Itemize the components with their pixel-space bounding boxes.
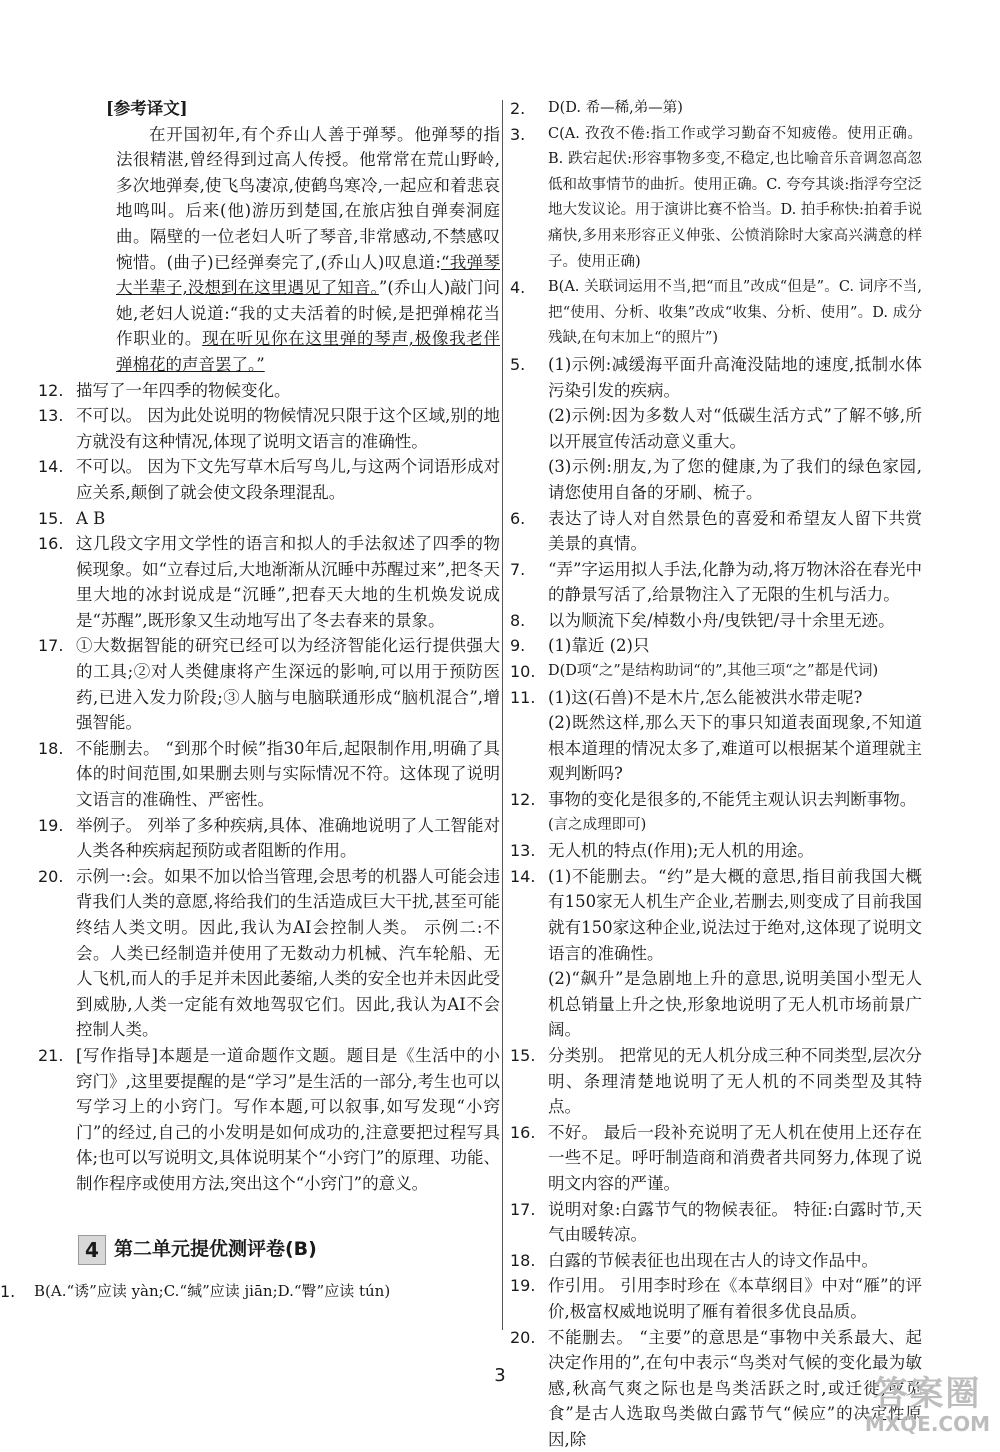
answer-number: 11.: [510, 685, 548, 711]
answer-number: 9.: [510, 633, 548, 659]
section-heading: [78, 1235, 500, 1265]
watermark-url: MXQE.COM: [865, 1413, 990, 1435]
page-number: 3: [0, 1365, 1000, 1386]
answer-number: 16.: [510, 1120, 548, 1197]
column-divider: [502, 100, 503, 1330]
answer-item: [38, 736, 500, 813]
answer-item: [0, 1279, 500, 1305]
answer-item: [510, 838, 922, 864]
answer-item: [510, 96, 922, 122]
answer-item: [510, 557, 922, 608]
answer-text: (1)靠近 (2)只: [548, 633, 922, 659]
answer-number: 14.: [510, 864, 548, 966]
answer-text: 表达了诗人对自然景色的喜爱和希望友人留下共赏美景的真情。: [548, 506, 922, 557]
answer-text: 描写了一年四季的物候变化。: [76, 378, 500, 404]
watermark: [865, 1375, 990, 1435]
answer-text: 不可以。 因为此处说明的物候情况只限于这个区域,别的地方就没有这种情况,体现了说明文语言的准确性。: [76, 403, 500, 454]
answer-item: [510, 352, 922, 403]
answer-item: [38, 403, 500, 454]
answer-text: (1)这(石兽)不是木片,怎么能被洪水带走呢?: [548, 685, 922, 711]
answer-number: 15.: [510, 1043, 548, 1120]
answer-number: 19.: [510, 1273, 548, 1324]
answer-number: 19.: [38, 813, 76, 864]
answer-item: [38, 864, 500, 1043]
answer-item: [510, 685, 922, 711]
reference-underlined-text: “我弹琴大半辈子,没想到在这里遇见了知音。: [116, 253, 500, 298]
answer-number: 1.: [0, 1279, 34, 1305]
answer-note: (言之成理即可): [548, 813, 922, 839]
answer-number: 20.: [38, 864, 76, 1043]
answer-text: B(A.“诱”应读 yàn;C.“缄”应读 jiān;D.“臀”应读 tún): [34, 1279, 500, 1305]
answer-number: 16.: [38, 531, 76, 633]
answer-text: 无人机的特点(作用);无人机的用途。: [548, 838, 922, 864]
answer-item: [510, 275, 922, 352]
answer-number: 6.: [510, 506, 548, 557]
answer-item: [38, 378, 500, 404]
section-number: 4: [78, 1235, 106, 1265]
answer-number: 13.: [38, 403, 76, 454]
answer-subpart: (2)“飙升”是急剧地上升的意思,说明美国小型无人机总销量上升之快,形象地说明了无人机市场前景广阔。: [548, 966, 922, 1043]
answer-text: 不好。 最后一段补充说明了无人机在使用上还存在一些不足。呼吁制造商和消费者共同努力,体现了说明文内容的严谨。: [548, 1120, 922, 1197]
answer-item: [510, 1325, 922, 1452]
answer-text: 分类别。 把常见的无人机分成三种不同类型,层次分明、条理清楚地说明了无人机的不同类型及其特点。: [548, 1043, 922, 1120]
answer-item: [38, 531, 500, 633]
answer-text: ①大数据智能的研究已经可以为经济智能化运行提供强大的工具;②对人类健康将产生深远的影响,可以用于预防医药,已进入发力阶段;③人脑与电脑联通形成“脑机混合”,增强智能。: [76, 633, 500, 735]
section-title: 第二单元提优测评卷(B): [114, 1237, 317, 1263]
answer-text: 不能删去。 “主要”的意思是“事物中关系最大、起决定作用的”,在句中表示“鸟类对气候的变化最为敏感,秋高气爽之际也是鸟类活跃之时,或迁徙,或觅食”是古人选取鸟类做白露节气“候应”的决定性原因,除: [548, 1325, 922, 1452]
right-answer-list: [510, 96, 922, 1452]
answer-item: [38, 506, 500, 532]
answer-text: B(A. 关联词运用不当,把“而且”改成“但是”。C. 词序不当,把“使用、分析、收集”改成“收集、分析、使用”。D. 成分残缺,在句末加上“的照片”): [548, 275, 922, 352]
answer-number: 15.: [38, 506, 76, 532]
answer-item: [510, 506, 922, 557]
answer-item: [510, 1120, 922, 1197]
reference-paragraph: [116, 122, 500, 378]
answer-item: [38, 813, 500, 864]
answer-item: [510, 787, 922, 813]
answer-text: 以为顺流下矣/棹数小舟/曳铁钯/寻十余里无迹。: [548, 608, 922, 634]
answer-text: A B: [76, 506, 500, 532]
answer-text: C(A. 孜孜不倦:指工作或学习勤奋不知疲倦。使用正确。B. 跌宕起伏:形容事物多变,不稳定,也比喻音乐音调忽高忽低和故事情节的曲折。使用正确。C. 夸夸其谈:指浮夸空泛地大发议论。用于演讲比赛不恰当。D. 拍手称快:拍着手说痛快,多用来形容正义伸张、公愤消除时大家高兴满意的样子。使用正确): [548, 122, 922, 276]
answer-text: (1)示例:减缓海平面升高淹没陆地的速度,抵制水体污染引发的疾病。: [548, 352, 922, 403]
answer-text: 说明对象:白露节气的物候表征。 特征:白露时节,天气由暖转凉。: [548, 1197, 922, 1248]
answer-item: [510, 659, 922, 685]
reference-text: 在开国初年,有个乔山人善于弹琴。他弹琴的指法很精湛,曾经得到过高人传授。他常常在荒山野岭,多次地弹奏,使飞鸟凄凉,使鹤鸟寒冷,一起应和着悲哀地鸣叫。后来(他)游历到楚国,在旅店独自弹奏洞庭曲。隔壁的一位老妇人听了琴音,非常感动,不禁感叹惋惜。(曲子)已经弹奏完了,(乔山人)叹息道:: [116, 125, 500, 272]
answer-number: 3.: [510, 122, 548, 276]
answer-text: 事物的变化是很多的,不能凭主观认识去判断事物。: [548, 787, 922, 813]
answer-number: 17.: [38, 633, 76, 735]
reference-title: [参考译文]: [106, 96, 188, 122]
answer-number: 4.: [510, 275, 548, 352]
answer-number: 8.: [510, 608, 548, 634]
answer-item: [510, 1043, 922, 1120]
answer-text: (1)不能删去。“约”是大概的意思,指目前我国大概有150家无人机生产企业,若删去,则变成了目前我国就有150家这种企业,说法过于绝对,这体现了说明文语言的准确性。: [548, 864, 922, 966]
answer-number: 20.: [510, 1325, 548, 1452]
answer-text: 这几段文字用文学性的语言和拟人的手法叙述了四季的物候现象。如“立春过后,大地渐渐从沉睡中苏醒过来”,把冬天里大地的冰封说成是“沉睡”,把春天大地的生机焕发说成是“苏醒”,既形象又生动地写出了冬去春来的景象。: [76, 531, 500, 633]
answer-item: [510, 864, 922, 966]
answer-item: [38, 1043, 500, 1197]
answer-text: 示例一:会。如果不加以恰当管理,会思考的机器人可能会违背我们人类的意愿,将给我们的生活造成巨大干扰,甚至可能终结人类文明。因此,我认为AI会控制人类。 示例二:不会。人类已经制造并使用了无数动力机械、汽车轮船、无人飞机,而人的手足并未因此萎缩,人类的安全也并未因此受到威胁,人类一定能有效地驾驭它们。因此,我认为AI不会控制人类。: [76, 864, 500, 1043]
answer-item: [510, 633, 922, 659]
answer-number: 13.: [510, 838, 548, 864]
answer-subpart: (2)既然这样,那么天下的事只知道表面现象,不知道根本道理的情况太多了,难道可以根据某个道理就主观判断吗?: [548, 710, 922, 787]
answer-number: 2.: [510, 96, 548, 122]
answer-text: 不能删去。 “到那个时候”指30年后,起限制作用,明确了具体的时间范围,如果删去则与实际情况不符。这体现了说明文语言的准确性、严密性。: [76, 736, 500, 813]
answer-number: 18.: [38, 736, 76, 813]
left-answer-list: [78, 378, 500, 1197]
right-column: [510, 96, 922, 1452]
reference-text: ”(乔山人)敲门问她,老妇人说道:“我的丈夫活着的时候,是把弹棉花当作职业的。: [116, 278, 500, 348]
answer-text: 作引用。 引用李时珍在《本草纲目》中对“雁”的评价,极富权威地说明了雁有着很多优良品质。: [548, 1273, 922, 1324]
answer-subpart: (2)示例:因为多数人对“低碳生活方式”了解不够,所以开展宣传活动意义重大。: [548, 403, 922, 454]
answer-subpart: (3)示例:朋友,为了您的健康,为了我们的绿色家园,请您使用自备的牙刷、梳子。: [548, 454, 922, 505]
answer-item: [510, 1248, 922, 1274]
answer-number: 21.: [38, 1043, 76, 1197]
answer-number: 17.: [510, 1197, 548, 1248]
answer-item: [38, 454, 500, 505]
answer-text: D(D. 希—稀,弟—第): [548, 96, 922, 122]
answer-number: 12.: [510, 787, 548, 813]
left-column: [78, 96, 500, 1304]
answer-item: [38, 633, 500, 735]
answer-number: 18.: [510, 1248, 548, 1274]
answer-text: [写作指导]本题是一道命题作文题。题目是《生活中的小窍门》,这里要提醒的是“学习”是生活的一部分,考生也可以写学习上的小窍门。写作本题,可以叙事,如写发现“小窍门”的经过,自己的小发明是如何成功的,注意要把过程写具体;也可以写说明文,具体说明某个“小窍门”的原理、功能、制作程序或使用方法,突出这个“小窍门”的意义。: [76, 1043, 500, 1197]
reference-underlined-text: 现在听见你在这里弹的琴声,极像我老伴弹棉花的声音罢了。”: [116, 329, 500, 374]
reference-translation: [78, 96, 500, 378]
answer-item: [510, 608, 922, 634]
answer-text: “弄”字运用拟人手法,化静为动,将万物沐浴在春光中的静景写活了,给景物注入了无限的生机与活力。: [548, 557, 922, 608]
answer-number: 7.: [510, 557, 548, 608]
answer-text: D(D项“之”是结构助词“的”,其他三项“之”都是代词): [548, 659, 922, 685]
answer-text: 举例子。 列举了多种疾病,具体、准确地说明了人工智能对人类各种疾病起预防或者阻断的作用。: [76, 813, 500, 864]
answer-text: 不可以。 因为下文先写草木后写鸟儿,与这两个词语形成对应关系,颠倒了就会使文段条理混乱。: [76, 454, 500, 505]
answer-number: 12.: [38, 378, 76, 404]
answer-text: 白露的节候表征也出现在古人的诗文作品中。: [548, 1248, 922, 1274]
answer-number: 10.: [510, 659, 548, 685]
answer-item: [510, 122, 922, 276]
answer-item: [510, 1273, 922, 1324]
answer-number: 14.: [38, 454, 76, 505]
watermark-logo: 答案圈: [865, 1375, 990, 1413]
answer-number: 5.: [510, 352, 548, 403]
answer-item: [510, 1197, 922, 1248]
